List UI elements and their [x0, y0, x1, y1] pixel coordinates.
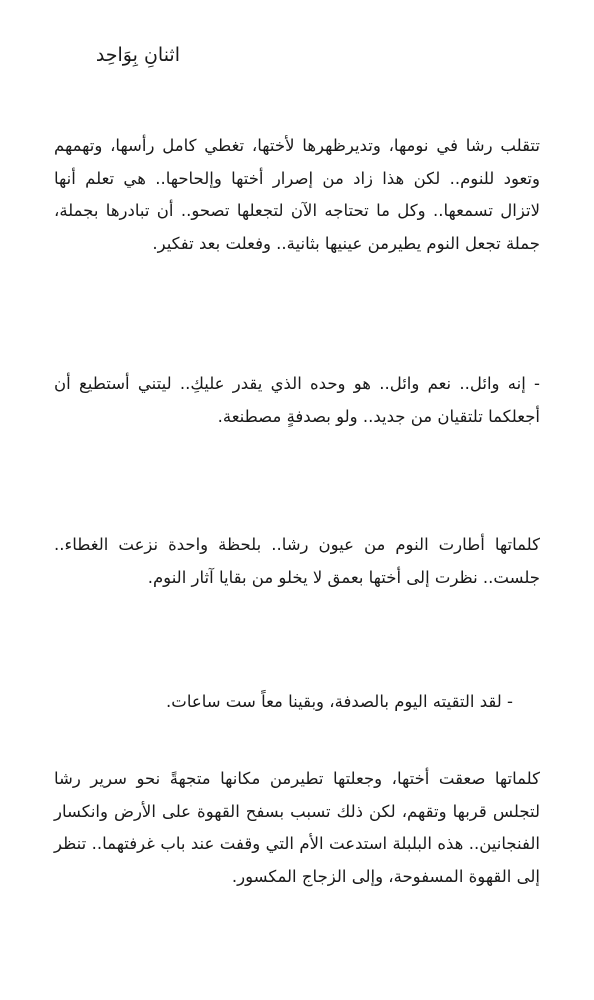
story-title: اثنانِ بِوَاحِد — [95, 44, 180, 66]
paragraph-2-dialogue: - إنه وائل.. نعم وائل.. هو وحده الذي يقدر عليكِ.. ليتني أستطيع أن أجعلكما تلتقيان من جديد.. ولو بصدفةٍ مصطنعة. — [54, 374, 540, 426]
paragraph-1: تتقلب رشا في نومها، وتديرظهرها لأختها، تغطي كامل رأسها، وتهمهم وتعود للنوم.. لكن هذا زاد من إصرار أختها وإلحاحها.. هي تعلم أنها لاتزال تسمعها.. وكل ما تحتاجه الآن لتجعلها تصحو.. أن تبادرها بجملة، جملة تجعل النوم يطيرمن عينيها بثانية.. وفعلت بعد تفكير. — [54, 136, 540, 253]
paragraph-3: كلماتها أطارت النوم من عيون رشا.. بلحظة واحدة نزعت الغطاء.. جلست.. نظرت إلى أختها بعمق لا يخلو من بقايا آثار النوم. — [54, 535, 540, 587]
paragraph-4-dialogue: - لقد التقيته اليوم بالصدفة، وبقينا معاً ست ساعات. — [166, 692, 513, 711]
paragraph-5: كلماتها صعقت أختها، وجعلتها تطيرمن مكانها متجهةً نحو سرير رشا لتجلس قربها وتقهم، لكن ذلك تسبب بسفح القهوة على الأرض وانكسار الفنجانين.. هذه البلبلة استدعت الأم التي وقفت عند باب غرفتهما.. تنظر إلى القهوة المسفوحة، وإلى الزجاج المكسور. — [54, 769, 540, 886]
